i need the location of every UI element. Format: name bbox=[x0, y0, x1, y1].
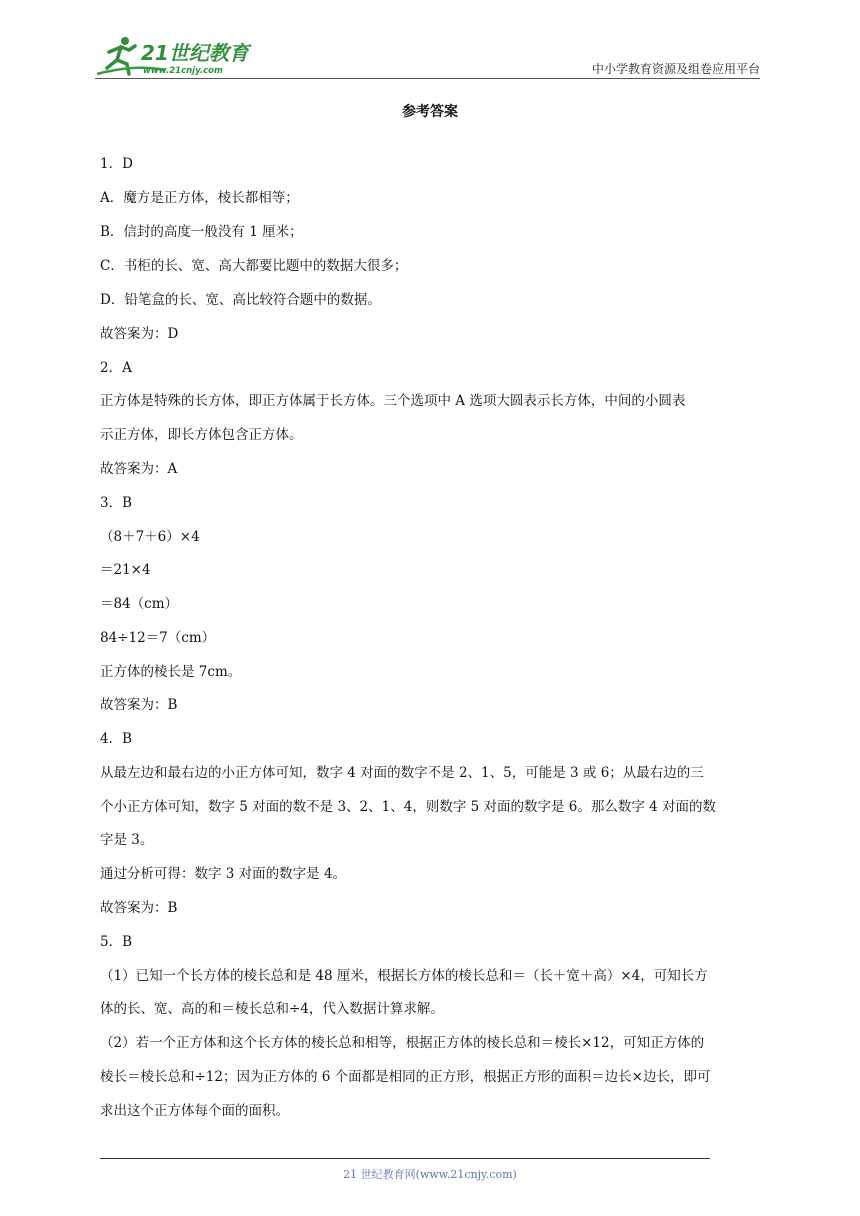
text-line: 2．A bbox=[100, 360, 132, 376]
text-line: A．魔方是正方体，棱长都相等； bbox=[100, 190, 299, 206]
text-line: 正方体是特殊的长方体，即正方体属于长方体。三个选项中 A 选项大圆表示长方体，中间的小圆表 bbox=[100, 393, 686, 409]
text-line: 1．D bbox=[100, 156, 133, 172]
text-line: 4．B bbox=[100, 731, 133, 747]
text-line: 故答案为：A bbox=[100, 461, 178, 477]
footer-link[interactable]: 21 世纪教育网(www.21cnjy.com) bbox=[343, 1168, 517, 1181]
page-title: 参考答案 bbox=[402, 104, 458, 120]
text-line: 84÷12＝7（cm） bbox=[100, 630, 216, 646]
text-line: 字是 3。 bbox=[100, 832, 154, 848]
site-logo bbox=[95, 34, 255, 78]
footer-divider bbox=[100, 1158, 710, 1159]
logo-url: www.21cnjy.com bbox=[143, 66, 223, 76]
text-line: 从最左边和最右边的小正方体可知，数字 4 对面的数字不是 2、1、5，可能是 3 或 6；从最右边的三 bbox=[100, 765, 704, 781]
text-line: 正方体的棱长是 7cm。 bbox=[100, 664, 242, 680]
text-line: 3．B bbox=[100, 495, 133, 511]
text-line: （8＋7＋6）×4 bbox=[100, 529, 200, 545]
text-line: 体的长、宽、高的和＝棱长总和÷4，代入数据计算求解。 bbox=[100, 1001, 444, 1017]
text-line: 故答案为：D bbox=[100, 326, 179, 342]
header-divider bbox=[95, 78, 760, 79]
text-line: 求出这个正方体每个面的面积。 bbox=[100, 1103, 289, 1119]
text-line: 故答案为：B bbox=[100, 697, 178, 713]
text-line: ＝84（cm） bbox=[100, 596, 179, 612]
text-line: 棱长＝棱长总和÷12；因为正方体的 6 个面都是相同的正方形，根据正方形的面积＝边长×边长，即可 bbox=[100, 1069, 711, 1085]
text-line: 个小正方体可知，数字 5 对面的数不是 3、2、1、4，则数字 5 对面的数字是 6。那么数字 4 对面的数 bbox=[100, 799, 717, 815]
platform-name: 中小学教育资源及组卷应用平台 bbox=[591, 62, 760, 76]
text-line: D．铅笔盒的长、宽、高比较符合题中的数据。 bbox=[100, 292, 381, 308]
text-line: C．书柜的长、宽、高大都要比题中的数据大很多； bbox=[100, 258, 408, 274]
text-line: （2）若一个正方体和这个长方体的棱长总和相等，根据正方体的棱长总和＝棱长×12，可知正方体的 bbox=[100, 1035, 705, 1051]
text-line: 通过分析可得：数字 3 对面的数字是 4。 bbox=[100, 866, 347, 882]
text-line: 示正方体，即长方体包含正方体。 bbox=[100, 427, 303, 443]
text-line: B．信封的高度一般没有 1 厘米； bbox=[100, 224, 303, 240]
text-line: 5．B bbox=[100, 934, 133, 950]
text-line: ＝21×4 bbox=[100, 562, 151, 578]
text-line: 故答案为：B bbox=[100, 900, 178, 916]
logo-text: 21世纪教育 bbox=[141, 41, 249, 65]
text-line: （1）已知一个长方体的棱长总和是 48 厘米，根据长方体的棱长总和＝（长＋宽＋高）×4，可知长方 bbox=[100, 968, 708, 984]
